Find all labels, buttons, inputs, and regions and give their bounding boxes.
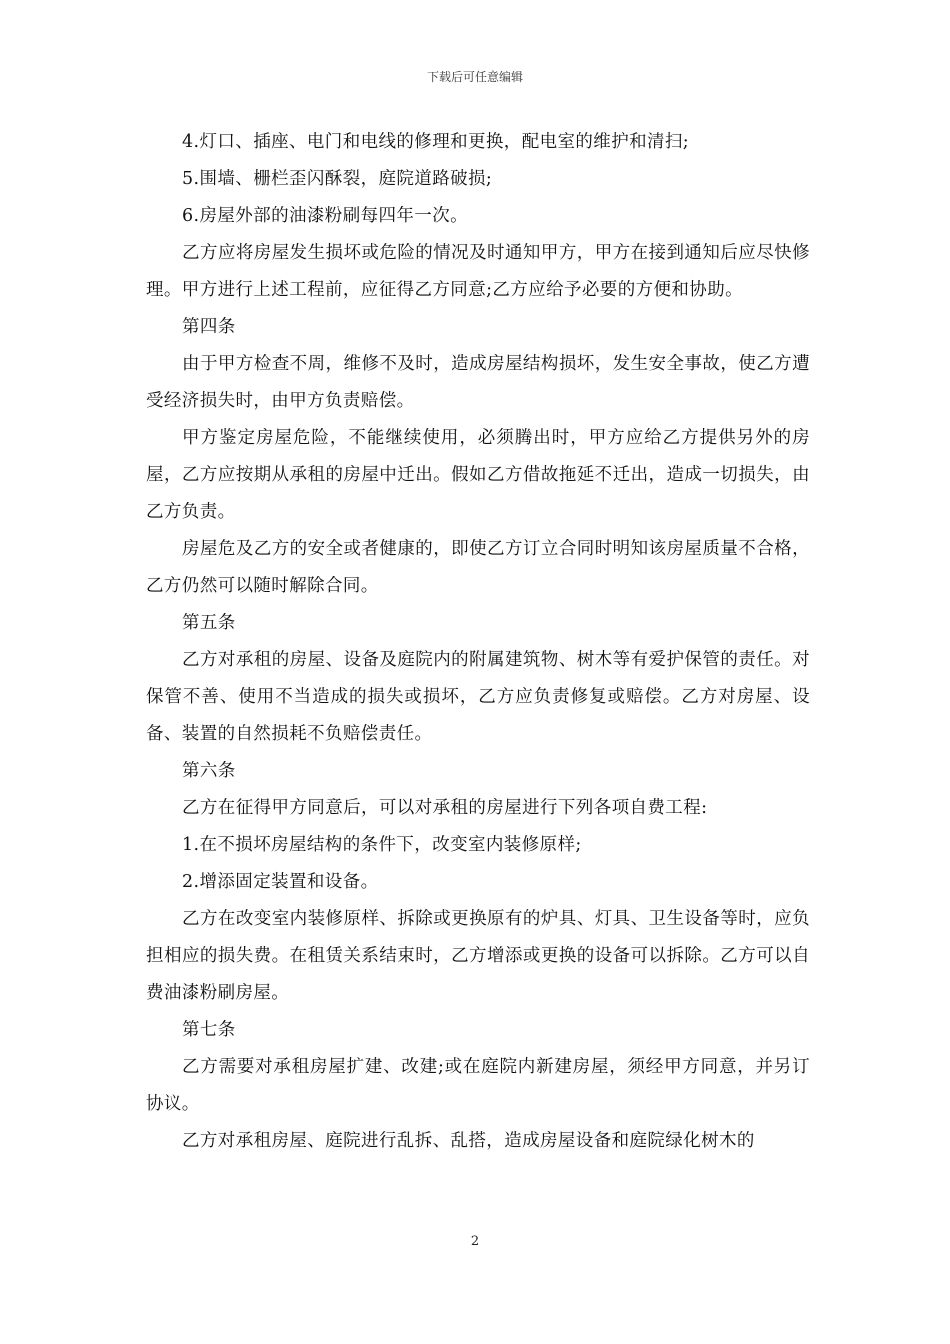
paragraph-relocation: 甲方鉴定房屋危险，不能继续使用，必须腾出时，甲方应给乙方提供另外的房屋，乙方应按期从承租的房屋中迁出。假如乙方借故拖延不迁出，造成一切损失，由乙方负责。 [146, 428, 810, 522]
paragraph-renovation-cost: 乙方在改变室内装修原样、拆除或更换原有的炉具、灯具、卫生设备等时，应负担相应的损失费。在租赁关系结束时，乙方增添或更换的设备可以拆除。乙方可以自费油漆粉刷房屋。 [146, 909, 810, 1003]
paragraph-termination: 房屋危及乙方的安全或者健康的，即使乙方订立合同时明知该房屋质量不合格，乙方仍然可以随时解除合同。 [146, 539, 810, 596]
page-header: 下载后可任意编辑 [426, 70, 523, 84]
paragraph-repair-notice: 乙方应将房屋发生损坏或危险的情况及时通知甲方，甲方在接到通知后应尽快修理。甲方进行上述工程前，应征得乙方同意;乙方应给予必要的方便和协助。 [146, 243, 810, 300]
article-heading-4: 第四条 [182, 317, 236, 337]
document-body [146, 124, 810, 1160]
list-item-2: 2.增添固定装置和设备。 [182, 872, 379, 892]
list-item-6: 6.房屋外部的油漆粉刷每四年一次。 [182, 206, 468, 226]
paragraph-expansion: 乙方需要对承租房屋扩建、改建;或在庭院内新建房屋，须经甲方同意，并另订协议。 [146, 1057, 810, 1114]
paragraph-care-duty: 乙方对承租的房屋、设备及庭院内的附属建筑物、树木等有爱护保管的责任。对保管不善、使用不当造成的损失或损坏，乙方应负责修复或赔偿。乙方对房屋、设备、装置的自然损耗不负赔偿责任。 [146, 650, 810, 744]
article-heading-7: 第七条 [182, 1020, 236, 1040]
page-number: 2 [470, 1234, 480, 1249]
paragraph-liability: 由于甲方检查不周，维修不及时，造成房屋结构损坏，发生安全事故，使乙方遭受经济损失时，由甲方负责赔偿。 [146, 354, 810, 411]
article-heading-6: 第六条 [182, 761, 236, 781]
article-heading-5: 第五条 [182, 613, 236, 633]
paragraph-self-funded-works: 乙方在征得甲方同意后，可以对承租的房屋进行下列各项自费工程: [182, 798, 708, 818]
list-item-5: 5.围墙、栅栏歪闪酥裂，庭院道路破损; [182, 169, 493, 189]
list-item-1: 1.在不损坏房屋结构的条件下，改变室内装修原样; [182, 835, 582, 855]
list-item-4: 4.灯口、插座、电门和电线的修理和更换，配电室的维护和清扫; [182, 132, 690, 152]
paragraph-unauthorized-works: 乙方对承租房屋、庭院进行乱拆、乱搭，造成房屋设备和庭院绿化树木的 [182, 1131, 755, 1151]
